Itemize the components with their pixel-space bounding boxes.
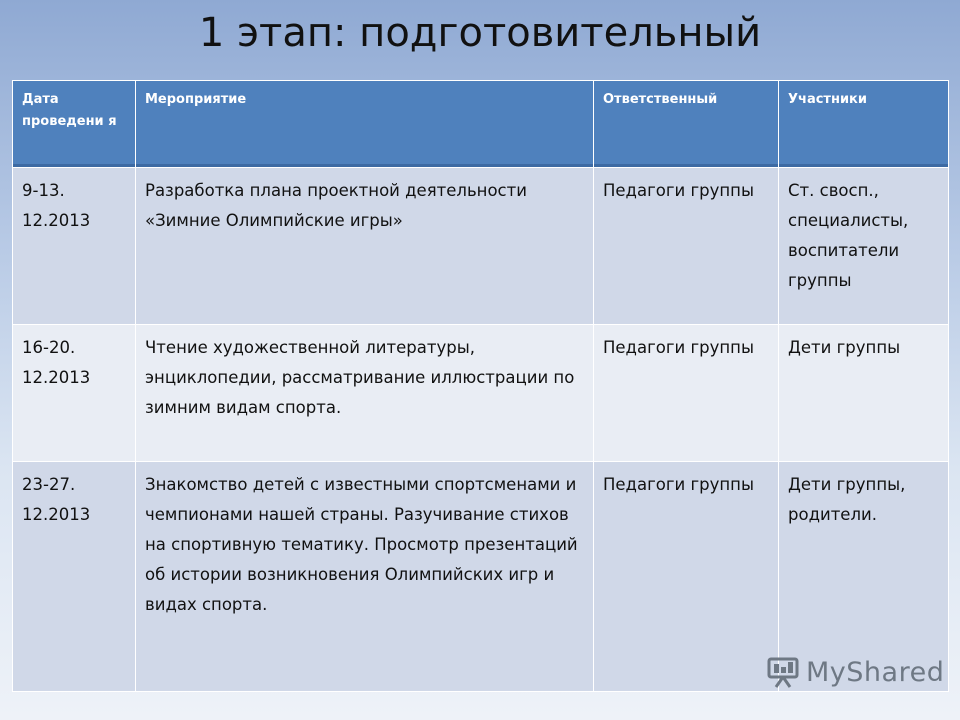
cell-participants: Дети группы, родители. [779,462,949,692]
header-event: Мероприятие [136,81,594,168]
table-row [13,168,949,325]
cell-responsible: Педагоги группы [594,168,779,325]
cell-event: Чтение художественной литературы, энциклопедии, рассматривание иллюстрации по зимним видам спорта. [136,325,594,462]
cell-date: 9-13. 12.2013 [13,168,136,325]
cell-event: Знакомство детей с известными спортсменами и чемпионами нашей страны. Разучивание стихов на спортивную тематику. Просмотр презентаций об истории возникновения Олимпийских игр и видах спорта. [136,462,594,692]
myshared-watermark [766,652,945,692]
presentation-icon [766,655,800,689]
cell-date: 23-27. 12.2013 [13,462,136,692]
plan-table [12,80,949,692]
header-responsible: Ответственный [594,81,779,168]
watermark-text: MyShared [806,656,945,688]
header-date: Дата проведени я [13,81,136,168]
cell-participants: Ст. своcп., специалисты, воспитатели группы [779,168,949,325]
cell-responsible: Педагоги группы [594,325,779,462]
cell-responsible: Педагоги группы [594,462,779,692]
cell-event: Разработка плана проектной деятельности «Зимние Олимпийские игры» [136,168,594,325]
slide-title: 1 этап: подготовительный [198,10,762,56]
cell-participants: Дети группы [779,325,949,462]
header-participants: Участники [779,81,949,168]
table-row [13,325,949,462]
table-header-row [13,81,949,168]
cell-date: 16-20. 12.2013 [13,325,136,462]
